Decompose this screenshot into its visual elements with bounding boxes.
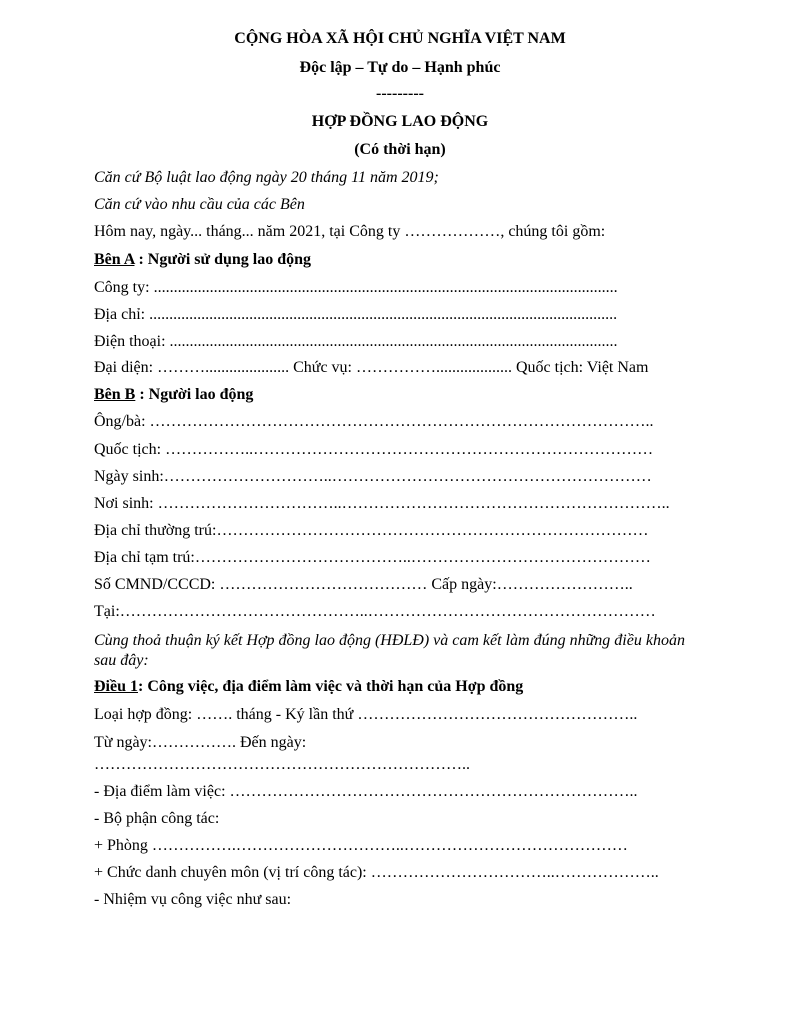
document-subtitle: (Có thời hạn)	[354, 141, 446, 158]
workplace-line: - Địa điểm làm việc: …………………………………………………………………..	[94, 783, 638, 800]
party-a-role: : Người sử dụng lao động	[134, 251, 312, 268]
separator: ---------	[376, 85, 424, 102]
party-a-heading	[94, 250, 311, 270]
agreement-statement: Cùng thoả thuận ký kết Hợp đồng lao động (HĐLĐ) và cam kết làm đúng những điều khoản sau đây:	[94, 632, 685, 669]
article-1-title: : Công việc, địa điểm làm việc và thời hạn của Hợp đồng	[138, 678, 524, 695]
party-b-role: : Người lao động	[135, 386, 254, 403]
party-b-name: Ông/bà: …………………………………………………………………………………..	[94, 413, 654, 430]
room-line: + Phòng …………….…………………………..……………………………………	[94, 837, 628, 854]
party-a-label: Bên A	[94, 251, 135, 268]
party-a-company: Công ty: ....................................................................................................................	[94, 279, 618, 296]
party-b-temp-address: Địa chỉ tạm trú:…………………………………..………………………………………	[94, 549, 651, 566]
party-a-address: Địa chỉ: .....................................................................................................................	[94, 306, 618, 323]
position-line: + Chức danh chuyên môn (vị trí công tác): ……………………………..………………..	[94, 864, 659, 881]
party-b-label: Bên B	[94, 386, 136, 403]
contract-type-line: Loại hợp đồng: ……. tháng - Ký lần thứ ……………………………………………..	[94, 706, 638, 723]
contract-dates-dots: ……………………………………………………………..	[94, 756, 470, 773]
party-b-id-number: Số CMND/CCCD: ………………………………… Cấp ngày:……………………..	[94, 576, 633, 593]
contract-dates-line: Từ ngày:……………. Đến ngày:	[94, 734, 307, 751]
duties-line: - Nhiệm vụ công việc như sau:	[94, 891, 292, 908]
article-1-label: Điều 1	[94, 678, 138, 695]
party-a-representative: Đại diện: ………..................... Chức vụ: ……………................... Quốc tịch: Việt Nam	[94, 359, 649, 376]
department-line: - Bộ phận công tác:	[94, 810, 220, 827]
party-a-phone: Điện thoại: ................................................................................................................	[94, 333, 618, 350]
party-b-dob: Ngày sinh:…………………………..……………………………………………………	[94, 468, 652, 485]
party-b-nationality: Quốc tịch: ……………..…………………………………………………………………	[94, 441, 654, 458]
country-heading: CỘNG HÒA XÃ HỘI CHỦ NGHĨA VIỆT NAM	[234, 30, 566, 47]
party-b-issue-place: Tại:………………………………………..………………………………………………	[94, 603, 656, 620]
party-b-heading	[94, 385, 253, 405]
date-place-line: Hôm nay, ngày... tháng... năm 2021, tại Công ty ………………, chúng tôi gồm:	[94, 223, 606, 240]
motto: Độc lập – Tự do – Hạnh phúc	[299, 59, 501, 76]
article-1-heading	[94, 677, 523, 697]
document-title: HỢP ĐỒNG LAO ĐỘNG	[311, 113, 489, 130]
party-b-birthplace: Nơi sinh: ……………………………..……………………………………………………..	[94, 495, 670, 512]
legal-basis-1: Căn cứ Bộ luật lao động ngày 20 tháng 11 năm 2019;	[94, 169, 439, 186]
party-b-permanent-address: Địa chỉ thường trú:………………………………………………………………………	[94, 522, 649, 539]
legal-basis-2: Căn cứ vào nhu cầu của các Bên	[94, 196, 305, 213]
